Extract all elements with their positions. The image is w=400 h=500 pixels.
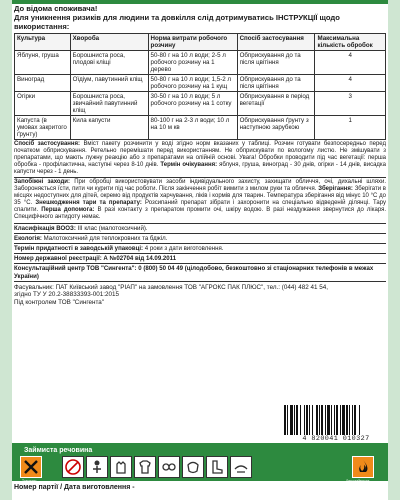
table-cell: Обприскування до та після цвітіння: [237, 51, 315, 75]
packer-text: Фасувальник: ПАТ Київський завод "РІАП" на замовлення ТОВ "АГРОКС ПАК ПЛЮС", тел.: (044) 482 41 54,: [14, 283, 329, 291]
column-header: Норма витрати робочого розчину: [148, 34, 237, 51]
class-label: Класифікація ВООЗ:: [14, 224, 76, 232]
table-cell: Яблуня, груша: [15, 51, 71, 75]
who-class-line: [14, 225, 386, 232]
table-cell: 80-100 г на 2-3 л води; 10 л на 10 м кв: [148, 116, 237, 140]
safety-label: Запобіжні заходи:: [14, 179, 70, 186]
divider: [14, 263, 386, 264]
barcode: [284, 403, 388, 445]
toxic-pictogram-icon: [20, 456, 42, 478]
waiting-label: Термін очікування:: [160, 162, 218, 169]
table-row: [15, 92, 386, 116]
wash-hands-icon: [230, 456, 252, 478]
table-cell: Борошниста роса, звичайний павутинний кліщ: [70, 92, 148, 116]
column-header: Культура: [15, 34, 71, 51]
table-row: [15, 75, 386, 92]
table-cell: 50-80 г на 10 л води; 1,5-2 л робочого розчину на 1 кущ: [148, 75, 237, 92]
barcode-digits: 4 820041 010327: [302, 435, 370, 443]
safety-text: При обробці використовувати засоби індивідуального захисту, захищати обличчя, очі, дихальні шляхи. Забороняється їсти, пити чи курити під час роботи. Після закінчення робіт вимити з милом руки та обличчя.: [14, 179, 386, 193]
children-warning-icon: [86, 456, 108, 478]
flammable-pictogram-icon: [352, 456, 374, 478]
control-text: Під контролем ТОВ "Сингента": [14, 298, 105, 306]
shelf-text: 4 роки з дати виготовлення.: [144, 244, 224, 252]
table-cell: Обприскування ґрунту з наступною зарубкою: [237, 116, 315, 140]
divider: [14, 223, 386, 224]
gloves-icon: [110, 456, 132, 478]
instructions-content: [14, 4, 386, 306]
shelf-life-line: [14, 245, 386, 252]
flammable-caption: Легкозаймисте: [346, 479, 370, 483]
divider: [14, 253, 386, 254]
left-edge: [0, 0, 12, 500]
instruction-subtitle: Для уникнення ризиків для людини та довкілля слід дотримуватись ІНСТРУКЦІЇ щодо використання:: [14, 13, 340, 31]
flammable-label: Займиста речовина: [24, 447, 93, 454]
barcode-bar: [360, 405, 361, 435]
table-cell: Капуста (в умовах закритого ґрунту): [15, 116, 71, 140]
divider: [14, 233, 386, 234]
consumer-title: До відома споживача!: [14, 4, 98, 13]
column-header: Хвороба: [70, 34, 148, 51]
registry-line: [14, 255, 386, 262]
packer-block: [14, 284, 386, 306]
table-cell: 1: [315, 116, 386, 140]
table-header-row: [15, 34, 386, 51]
consult-text: (цілодобово, безкоштовно зі стаціонарних телефонів в межах України): [14, 265, 374, 280]
batch-date-line: Номер партії / Дата виготовлення -: [14, 484, 135, 491]
table-cell: Кила капусти: [70, 116, 148, 140]
usage-label: Спосіб застосування:: [14, 141, 81, 147]
disposal-label: Знешкодження тари та препарату:: [35, 200, 142, 207]
table-cell: Огірки: [15, 92, 71, 116]
table-row: [15, 51, 386, 75]
table-cell: Оїдіум, павутинний кліщ: [70, 75, 148, 92]
ecology-text: Малотоксичний для теплокровних та бджіл.: [43, 234, 168, 242]
table-cell: 4: [315, 51, 386, 75]
table-cell: Обприскування до та після цвітіння: [237, 75, 315, 92]
protective-clothing-icon: [134, 456, 156, 478]
table-cell: 4: [315, 75, 386, 92]
consult-line: [14, 265, 386, 279]
barcode-bars: [284, 403, 388, 435]
usage-text: Вміст пакету розчинити у воді згідно норм вказаних у таблиці. Розчин готувати безпосередньо перед початком обприскування. Ретельно перемішати перед використанням. Не обприскувати по вологому листю. Не змішувати з препаратами, що мають лужну реакцію або з препаратами на олійній основі. Увага! Обробки проводити під час вегетації: перша обробка - профілактична, наступні через 8-10 днів.: [14, 141, 387, 169]
right-edge: [388, 0, 400, 500]
firstaid-label: Перша допомога:: [41, 207, 95, 214]
registry-text: Номер державної реєстрації: А №02704 від 14.09.2011: [14, 255, 177, 263]
class-text: III клас (малотоксичний).: [77, 224, 148, 232]
storage-label: Зберігання:: [318, 186, 353, 193]
firstaid-text: В разі контакту з препаратом промити очі, шкіру водою. В разі нездужання звернутися до лікаря. Специфічного антидоту немає.: [14, 207, 387, 221]
shelf-label: Термін придатності в заводській упаковці:: [14, 244, 144, 252]
disposal-text: Розсипаний препарат зібрати і захоронити на спеціально відведеній ділянці. Тару спалити.: [14, 200, 387, 214]
table-cell: 30-50 г на 10 л води; 5 л робочого розчину на 1 сотку: [148, 92, 237, 116]
table-cell: Борошниста роса, плодові кліщі: [70, 51, 148, 75]
ecology-label: Екологія:: [14, 234, 42, 242]
divider: [14, 243, 386, 244]
goggles-icon: [158, 456, 180, 478]
no-eating-icon: [62, 456, 84, 478]
table-cell: Обприскування в період вегетації: [237, 92, 315, 116]
column-header: Спосіб застосування: [237, 34, 315, 51]
boots-icon: [206, 456, 228, 478]
consult-label: Консультаційний центр ТОВ "Сингента": 0 (800) 50 04 49: [14, 265, 183, 273]
table-row: [15, 116, 386, 140]
dosage-table: [14, 33, 386, 140]
usage-paragraph: [14, 141, 386, 176]
table-cell: 3: [315, 92, 386, 116]
column-header: Максимальна кількість обробок: [315, 34, 386, 51]
storage-text: Зберігати в місцях недоступних для дітей, окремо від продуктів харчування, ліків і кормів для тварин. Температура зберігання від мінус 10 °C до 35 °C.: [14, 186, 386, 207]
divider: [14, 281, 386, 282]
waiting-text: яблуня, груша, виноград - 30 днів, огірки - 14 днів, висадка капусти через - 1 день.: [14, 162, 387, 176]
safety-paragraph: [14, 179, 386, 221]
table-cell: Виноград: [15, 75, 71, 92]
respirator-icon: [182, 456, 204, 478]
table-cell: 50-80 г на 10 л води; 2-5 л робочого розчину на 1 дерево: [148, 51, 237, 75]
ecology-line: [14, 235, 386, 242]
standard-text: згідно ТУ У 20.2-38833393-001:2015: [14, 291, 120, 299]
toxic-caption: Токсично: [22, 479, 37, 483]
